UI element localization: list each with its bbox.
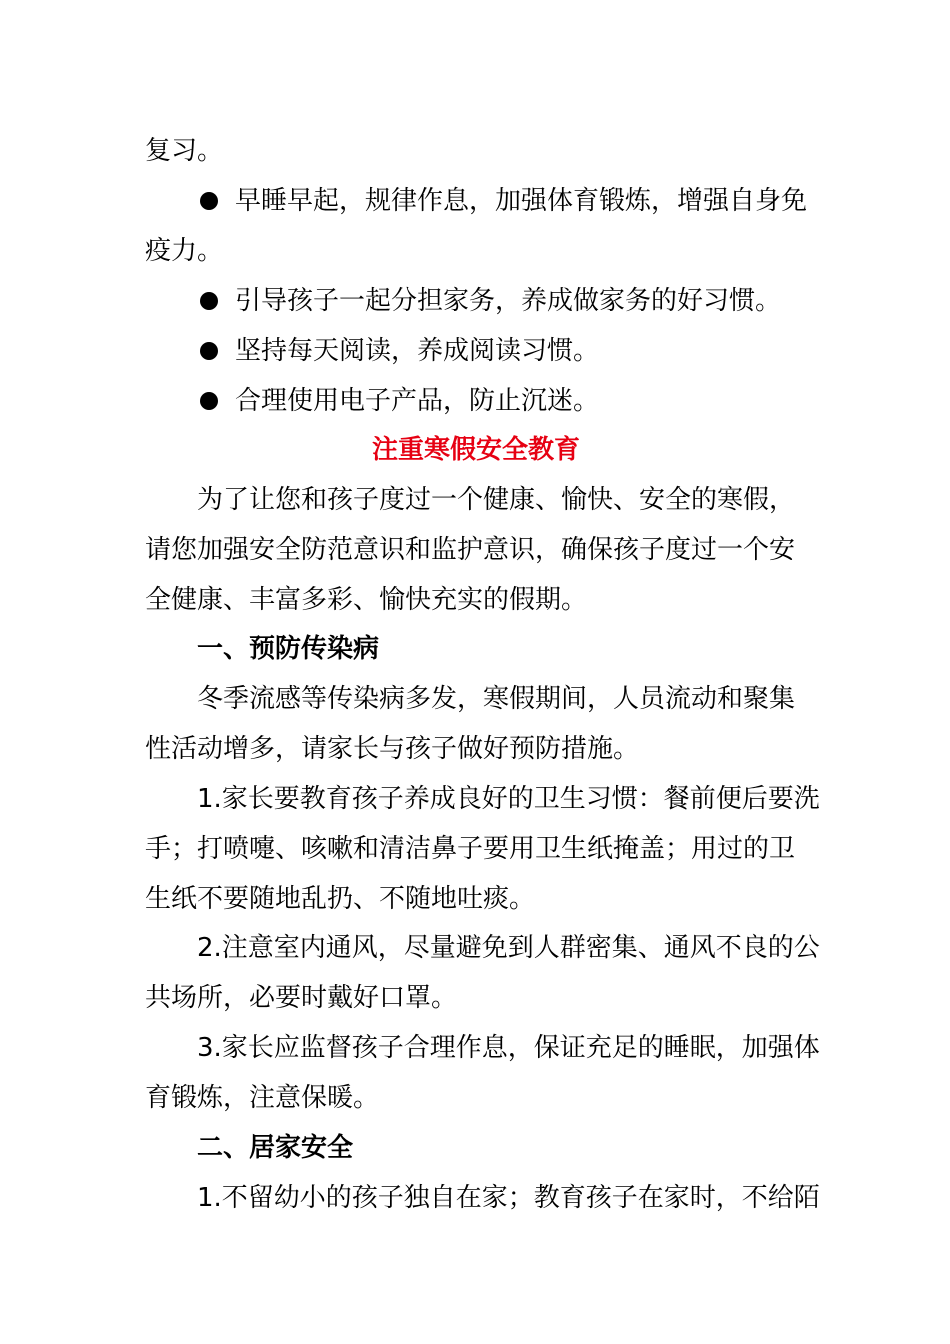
numbered-item-line: 育锻炼，注意保暖。 [145,1083,380,1113]
numbered-item-line: 1.不留幼小的孩子独自在家；教育孩子在家时，不给陌 [197,1183,820,1213]
intro-paragraph-line: 全健康、丰富多彩、愉快充实的假期。 [145,585,588,615]
bullet-item-text: 坚持每天阅读，养成阅读习惯。 [235,336,600,366]
paragraph-line: 性活动增多，请家长与孩子做好预防措施。 [145,734,640,764]
bullet-icon [200,342,218,360]
bullet-icon [200,192,218,210]
numbered-item-line: 3.家长应监督孩子合理作息，保证充足的睡眠，加强体 [197,1033,820,1063]
numbered-item-line: 共场所，必要时戴好口罩。 [145,983,458,1013]
bullet-icon [200,292,218,310]
bullet-item-text: 合理使用电子产品，防止沉迷。 [235,386,600,416]
heading-home-safety: 二、居家安全 [197,1133,354,1163]
numbered-item-line: 1.家长要教育孩子养成良好的卫生习惯：餐前便后要洗 [197,784,820,814]
heading-prevent-disease: 一、预防传染病 [197,634,380,664]
bullet-item-text: 早睡早起，规律作息，加强体育锻炼，增强自身免 [235,186,808,216]
numbered-item-line: 手；打喷嚏、咳嗽和清洁鼻子要用卫生纸掩盖；用过的卫 [145,834,796,864]
section-title: 注重寒假安全教育 [371,435,580,465]
text-line: 复习。 [145,136,224,166]
numbered-item-line: 2.注意室内通风，尽量避免到人群密集、通风不良的公 [197,933,820,963]
bullet-icon [200,392,218,410]
numbered-item-line: 生纸不要随地乱扔、不随地吐痰。 [145,884,536,914]
intro-paragraph-line: 为了让您和孩子度过一个健康、愉快、安全的寒假， [197,485,796,515]
bullet-item-text: 引导孩子一起分担家务，养成做家务的好习惯。 [235,286,782,316]
paragraph-line: 冬季流感等传染病多发，寒假期间，人员流动和聚集 [197,684,796,714]
intro-paragraph-line: 请您加强安全防范意识和监护意识，确保孩子度过一个安 [145,535,796,565]
bullet-item-continuation: 疫力。 [145,236,224,266]
